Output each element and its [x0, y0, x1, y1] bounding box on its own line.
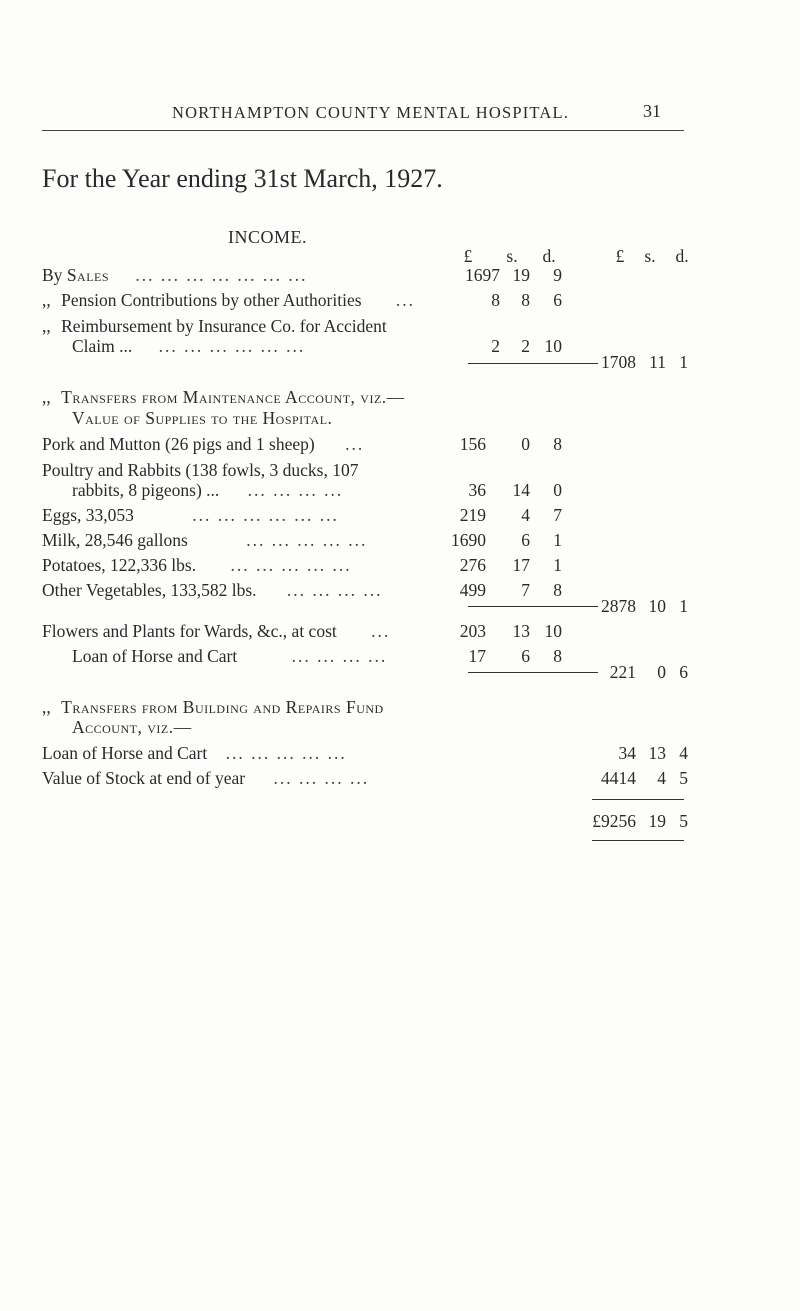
- stock-pounds: 4414: [601, 768, 636, 788]
- col-header-shillings-2: s.: [644, 246, 656, 266]
- row-stock-label: Value of Stock at end of year ... ... ... ...: [42, 768, 370, 788]
- vegetables-shillings: 7: [521, 580, 530, 600]
- subtotal-2-shillings: 10: [648, 596, 666, 616]
- loan-horse-pounds: 17: [468, 646, 486, 666]
- page-heading: For the Year ending 31st March, 1927.: [42, 164, 443, 193]
- building-heading: ,, Transfers from Building and Repairs Fund: [42, 697, 384, 717]
- sales-pounds: 1697: [465, 265, 500, 285]
- subtotal-3-shillings: 0: [657, 662, 666, 682]
- row-loan-horse-label: Loan of Horse and Cart ... ... ... ...: [72, 646, 388, 666]
- subtotal-1-pence: 1: [679, 352, 688, 372]
- subtotal-rule-3: [468, 672, 598, 673]
- reimbursement-pence: 10: [544, 336, 562, 356]
- subtotal-3-pounds: 221: [609, 662, 636, 682]
- eggs-shillings: 4: [521, 505, 530, 525]
- loan-horse-2-shillings: 13: [648, 743, 666, 763]
- col-header-pence-1: d.: [542, 246, 556, 266]
- total-rule-bottom: [592, 840, 684, 841]
- vegetables-pence: 8: [553, 580, 562, 600]
- page-number: 31: [643, 101, 661, 121]
- eggs-pence: 7: [553, 505, 562, 525]
- loan-horse-shillings: 6: [521, 646, 530, 666]
- poultry-pounds: 36: [468, 480, 486, 500]
- stock-pence: 5: [679, 768, 688, 788]
- milk-shillings: 6: [521, 530, 530, 550]
- row-pork-label: Pork and Mutton (26 pigs and 1 sheep) ...: [42, 434, 365, 454]
- row-pension-label: ,, Pension Contributions by other Authorities ...: [42, 290, 416, 310]
- col-header-shillings-1: s.: [506, 246, 518, 266]
- sales-pence: 9: [553, 265, 562, 285]
- running-header: NORTHAMPTON COUNTY MENTAL HOSPITAL.: [172, 103, 570, 122]
- eggs-pounds: 219: [459, 505, 486, 525]
- header-rule: [42, 130, 684, 131]
- poultry-shillings: 14: [512, 480, 530, 500]
- row-vegetables-label: Other Vegetables, 133,582 lbs. ... ... ... ...: [42, 580, 383, 600]
- maintenance-heading: ,, Transfers from Maintenance Account, viz.—: [42, 387, 405, 407]
- flowers-pence: 10: [544, 621, 562, 641]
- row-loan-horse-2-label: Loan of Horse and Cart ... ... ... ... ...: [42, 743, 347, 763]
- row-poultry-label-cont: rabbits, 8 pigeons) ... ... ... ... ...: [72, 480, 344, 500]
- potatoes-pounds: 276: [459, 555, 486, 575]
- vegetables-pounds: 499: [459, 580, 486, 600]
- pension-pounds: 8: [491, 290, 500, 310]
- total-rule-top: [592, 799, 684, 800]
- subtotal-rule-1: [468, 363, 598, 364]
- potatoes-shillings: 17: [512, 555, 530, 575]
- total-shillings: 19: [648, 811, 666, 831]
- reimbursement-shillings: 2: [521, 336, 530, 356]
- row-flowers-label: Flowers and Plants for Wards, &c., at cost ...: [42, 621, 391, 641]
- subtotal-1-shillings: 11: [649, 352, 666, 372]
- row-eggs-label: Eggs, 33,053 ... ... ... ... ... ...: [42, 505, 339, 525]
- potatoes-pence: 1: [553, 555, 562, 575]
- reimbursement-pounds: 2: [491, 336, 500, 356]
- col-header-pounds-2: £: [615, 246, 625, 266]
- row-sales-label: By Sales ... ... ... ... ... ... ...: [42, 265, 308, 285]
- flowers-pounds: 203: [459, 621, 486, 641]
- row-reimbursement-label: ,, Reimbursement by Insurance Co. for Accident: [42, 316, 387, 336]
- flowers-shillings: 13: [512, 621, 530, 641]
- sales-shillings: 19: [512, 265, 530, 285]
- stock-shillings: 4: [657, 768, 666, 788]
- subtotal-3-pence: 6: [679, 662, 688, 682]
- col-header-pounds-1: £: [463, 246, 473, 266]
- pork-pounds: 156: [459, 434, 486, 454]
- loan-horse-2-pence: 4: [679, 743, 688, 763]
- pork-pence: 8: [553, 434, 562, 454]
- subtotal-1-pounds: 1708: [601, 352, 636, 372]
- row-milk-label: Milk, 28,546 gallons ... ... ... ... ...: [42, 530, 368, 550]
- subtotal-2-pounds: 2878: [601, 596, 636, 616]
- subtotal-rule-2: [468, 606, 598, 607]
- row-poultry-label: Poultry and Rabbits (138 fowls, 3 ducks, 107: [42, 460, 359, 480]
- loan-horse-2-pounds: 34: [618, 743, 636, 763]
- building-subheading: Account, viz.—: [72, 717, 192, 737]
- milk-pence: 1: [553, 530, 562, 550]
- pension-pence: 6: [553, 290, 562, 310]
- pension-shillings: 8: [521, 290, 530, 310]
- section-title: INCOME.: [228, 227, 307, 247]
- maintenance-subheading: Value of Supplies to the Hospital.: [72, 408, 333, 428]
- milk-pounds: 1690: [451, 530, 486, 550]
- total-pounds: £9256: [592, 811, 636, 831]
- subtotal-2-pence: 1: [679, 596, 688, 616]
- poultry-pence: 0: [553, 480, 562, 500]
- col-header-pence-2: d.: [675, 246, 689, 266]
- total-pence: 5: [679, 811, 688, 831]
- row-reimbursement-label-cont: Claim ... ... ... ... ... ... ...: [72, 336, 306, 356]
- pork-shillings: 0: [521, 434, 530, 454]
- loan-horse-pence: 8: [553, 646, 562, 666]
- row-potatoes-label: Potatoes, 122,336 lbs. ... ... ... ... ...: [42, 555, 352, 575]
